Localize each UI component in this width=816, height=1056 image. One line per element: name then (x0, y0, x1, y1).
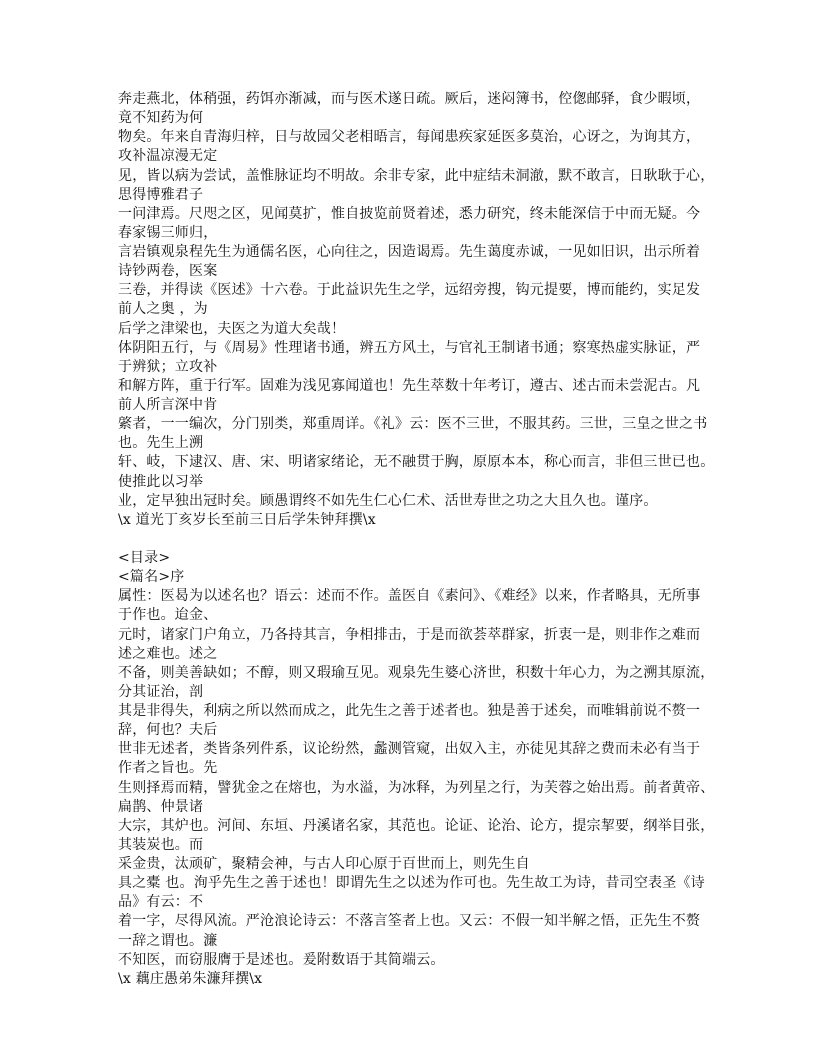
text-line: 三卷，并得读《医述》十六卷。于此益识先生之学，远绍旁搜，钩元提要，博而能约，实足发 (118, 282, 701, 299)
text-line: 后学之津梁也，夫医之为道大矣哉！ (118, 320, 346, 337)
text-line: 前人之奥 ，为 (118, 301, 208, 318)
text-line: 分其证治，剖 (118, 683, 204, 700)
document-body (118, 90, 718, 989)
text-line: 其是非得失，利病之所以然而成之，此先生之善于述者也。独是善于述矣，而唯辑前说不赘一 (118, 703, 701, 719)
text-line: 品》有云：不 (118, 894, 204, 911)
text-line: 也。先生上溯 (118, 435, 204, 452)
text-line: 于作也。迨金、 (118, 607, 218, 624)
text-line: 不知医，而窃服膺于是述也。爰附数语于其简端云。 (118, 951, 445, 968)
text-line: 扁鹊、仲景诸 (118, 798, 204, 815)
text-line: 述之难也。述之 (118, 645, 218, 662)
text-line: 綮者，一一编次，分门别类，郑重周详。《礼》云：医不三世，不服其药。三世，三皇之世之书 (118, 416, 708, 433)
text-line: 作者之旨也。先 (118, 760, 218, 777)
text-line: 一辞之谓也。濂 (118, 932, 218, 949)
text-line: 言岩镇观泉程先生为通儒名医，心向往之，因造谒焉。先生蔼度赤诚，一见如旧识，出示所着 (118, 244, 701, 260)
text-line: \x 道光丁亥岁长至前三日后学朱钟拜撰\x (118, 511, 376, 528)
text-line: 于辨狱；立攻补 (118, 358, 218, 375)
text-line: 轩、岐，下逮汉、唐、宋、明诸家绪论，无不融贯于胸，原原本本，称心而言，非但三世已也。 (118, 454, 715, 471)
text-line: 见，皆以病为尝试，盖惟脉证均不明故。余非专家，此中症结未洞澈，默不敢言，日耿耿于心， (118, 167, 715, 184)
text-line: 其装炭也。而 (118, 836, 204, 853)
text-line: 使推此以习举 (118, 473, 204, 490)
text-line: 物矣。年来自青海归梓，日与故园父老相晤言，每闻患疾家延医多莫治，心讶之，为询其方， (118, 129, 701, 146)
text-line: 前人所言深中肯 (118, 397, 218, 413)
text-line: 不备，则美善缺如；不醇，则又瑕瑜互见。观泉先生婆心济世，积数十年心力，为之溯其原流， (118, 664, 715, 681)
text-line: 体阴阳五行，与《周易》性理诸书通，辨五方风土，与官礼王制诸书通；察寒热虚实脉证，严 (118, 339, 701, 356)
text-line: 具之橐 也。洵乎先生之善于述也！即谓先生之以述为作可也。先生故工为诗，昔司空表圣《诗 (118, 875, 705, 892)
text-line: \x 藕庄愚弟朱濂拜撰\x (118, 970, 263, 987)
text-line: 辞，何也？夫后 (118, 722, 218, 739)
text-line: 奔走燕北，体稍强，药饵亦渐减，而与医术遂日疏。厥后，迷闷簿书，倥偬邮驿，食少暇顷， (118, 91, 701, 107)
text-line: 诗钞两卷，医案 (118, 263, 218, 280)
text-line: 攻补温凉漫无定 (118, 148, 218, 165)
text-line: <目录> (118, 550, 171, 566)
text-line: 属性：医曷为以述名也？语云：述而不作。盖医自《素问》、《难经》以来，作者略具，无所事 (118, 588, 701, 605)
text-line: 春家锡三师归， (118, 224, 218, 241)
text-line: 业，定早独出冠时矣。顾愚谓终不如先生仁心仁术、活世寿世之功之大且久也。谨序。 (118, 492, 658, 509)
text-line: 生则择焉而精，譬犹金之在熔也，为水溢，为冰释，为列星之行，为芙蓉之始出焉。前者黄帝、 (118, 779, 715, 796)
text-line: 采金贵，汰顽矿，聚精会神，与古人印心原于百世而上，则先生自 (118, 856, 530, 872)
text-line: 和解方阵，重于行军。固难为浅见寡闻道也！先生萃数十年考订，遵古、述古而未尝泥古。凡 (118, 377, 701, 394)
text-line: 元时，诸家门户角立，乃各持其言，争相排击，于是而欲荟萃群家，折衷一是，则非作之难而 (118, 626, 701, 643)
text-line: 世非无述者，类皆条列件系，议论纷然，蠡测管窥，出奴入主，亦徒见其辞之费而未必有当于 (118, 741, 701, 758)
text-line: 大宗，其炉也。河间、东垣、丹溪诸名家，其范也。论证、论治、论方，提宗挈要，纲举目张， (118, 817, 715, 834)
blank-line (118, 530, 718, 549)
text-line: 竟不知药为何 (118, 110, 204, 127)
text-line: <篇名>序 (118, 569, 185, 586)
text-line: 一问津焉。尺咫之区，见闻莫扩，惟自披览前贤着述，悉力研究，终未能深信于中而无疑。今 (118, 205, 701, 222)
text-line: 着一字，尽得风流。严沧浪论诗云：不落言筌者上也。又云：不假一知半解之悟，正先生不赘 (118, 913, 701, 930)
text-line: 思得博雅君子 (118, 186, 204, 203)
